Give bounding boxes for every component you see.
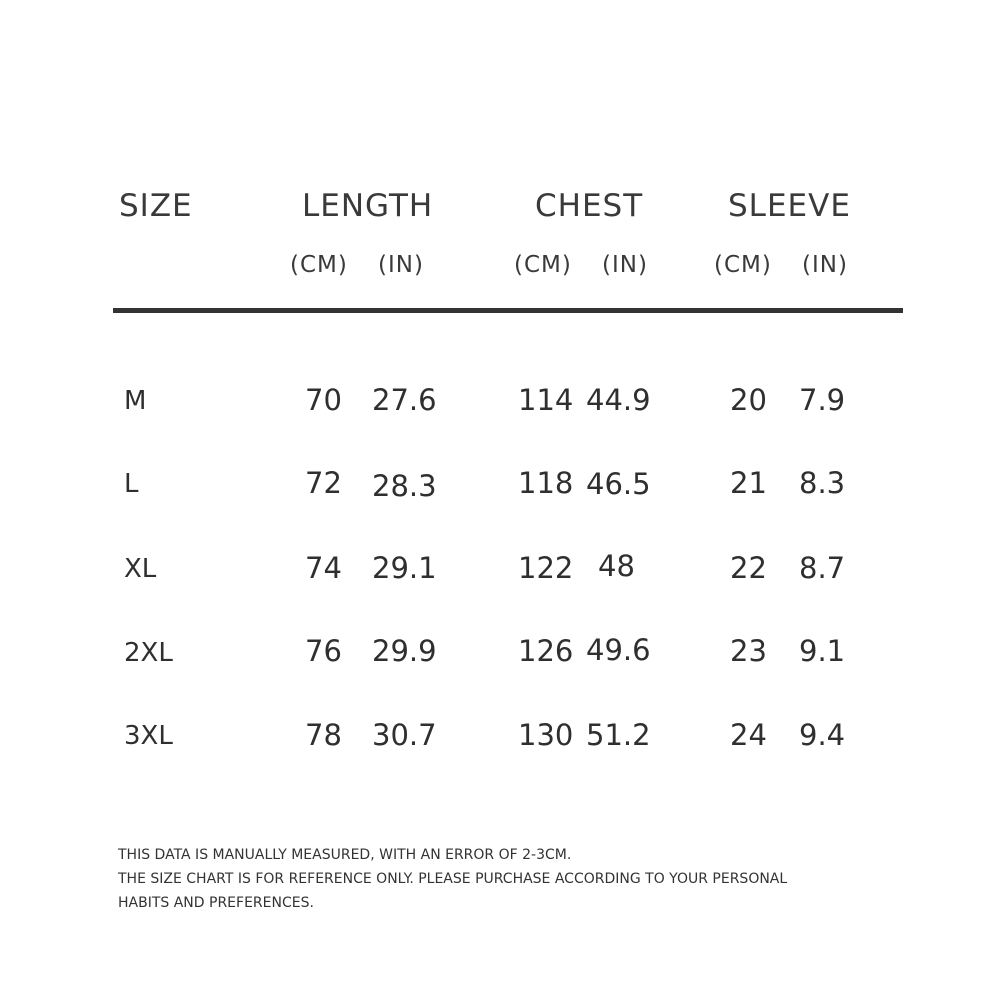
chest-in-cell: 51.2: [586, 718, 651, 752]
size-cell: 2XL: [124, 638, 173, 668]
header-sleeve: SLEEVE: [728, 188, 851, 224]
size-cell: 3XL: [124, 721, 173, 751]
sleeve-in-unit: (IN): [802, 252, 848, 278]
header-chest: CHEST: [535, 188, 644, 224]
note-line-1: THIS DATA IS MANUALLY MEASURED, WITH AN ERROR OF 2-3CM.: [118, 847, 572, 863]
length-cm-cell: 78: [305, 718, 342, 752]
chest-cm-cell: 126: [518, 634, 574, 668]
chest-cm-cell: 122: [518, 551, 574, 585]
size-cell: XL: [124, 554, 157, 584]
length-in-unit: (IN): [378, 252, 424, 278]
length-cm-cell: 76: [305, 634, 342, 668]
header-size: SIZE: [119, 188, 193, 224]
sleeve-cm-cell: 23: [730, 634, 767, 668]
chest-in-cell: 49.6: [586, 633, 651, 667]
sleeve-cm-cell: 21: [730, 466, 767, 500]
length-cm-unit: (CM): [290, 252, 348, 278]
chest-cm-unit: (CM): [514, 252, 572, 278]
length-cm-cell: 74: [305, 551, 342, 585]
length-in-cell: 29.1: [372, 551, 437, 585]
header-divider: [113, 308, 903, 313]
chest-in-cell: 46.5: [586, 467, 651, 501]
sleeve-cm-cell: 22: [730, 551, 767, 585]
length-in-cell: 29.9: [372, 634, 437, 668]
sleeve-in-cell: 9.1: [799, 634, 846, 668]
note-line-2: THE SIZE CHART IS FOR REFERENCE ONLY. PLEASE PURCHASE ACCORDING TO YOUR PERSONAL: [118, 871, 788, 887]
sleeve-cm-cell: 20: [730, 383, 767, 417]
sleeve-in-cell: 7.9: [799, 383, 846, 417]
length-in-cell: 30.7: [372, 718, 437, 752]
sleeve-in-cell: 8.3: [799, 466, 846, 500]
chest-in-cell: 44.9: [586, 383, 651, 417]
size-cell: M: [124, 386, 147, 416]
sleeve-cm-cell: 24: [730, 718, 767, 752]
header-length: LENGTH: [302, 188, 434, 224]
note-line-3: HABITS AND PREFERENCES.: [118, 895, 314, 911]
size-cell: L: [124, 469, 139, 499]
sleeve-cm-unit: (CM): [714, 252, 772, 278]
sleeve-in-cell: 9.4: [799, 718, 846, 752]
length-in-cell: 27.6: [372, 383, 437, 417]
chest-cm-cell: 118: [518, 466, 574, 500]
chest-cm-cell: 130: [518, 718, 574, 752]
length-cm-cell: 70: [305, 383, 342, 417]
chest-in-cell: 48: [598, 549, 635, 583]
length-cm-cell: 72: [305, 466, 342, 500]
chest-in-unit: (IN): [602, 252, 648, 278]
sleeve-in-cell: 8.7: [799, 551, 846, 585]
chest-cm-cell: 114: [518, 383, 574, 417]
length-in-cell: 28.3: [372, 469, 437, 503]
